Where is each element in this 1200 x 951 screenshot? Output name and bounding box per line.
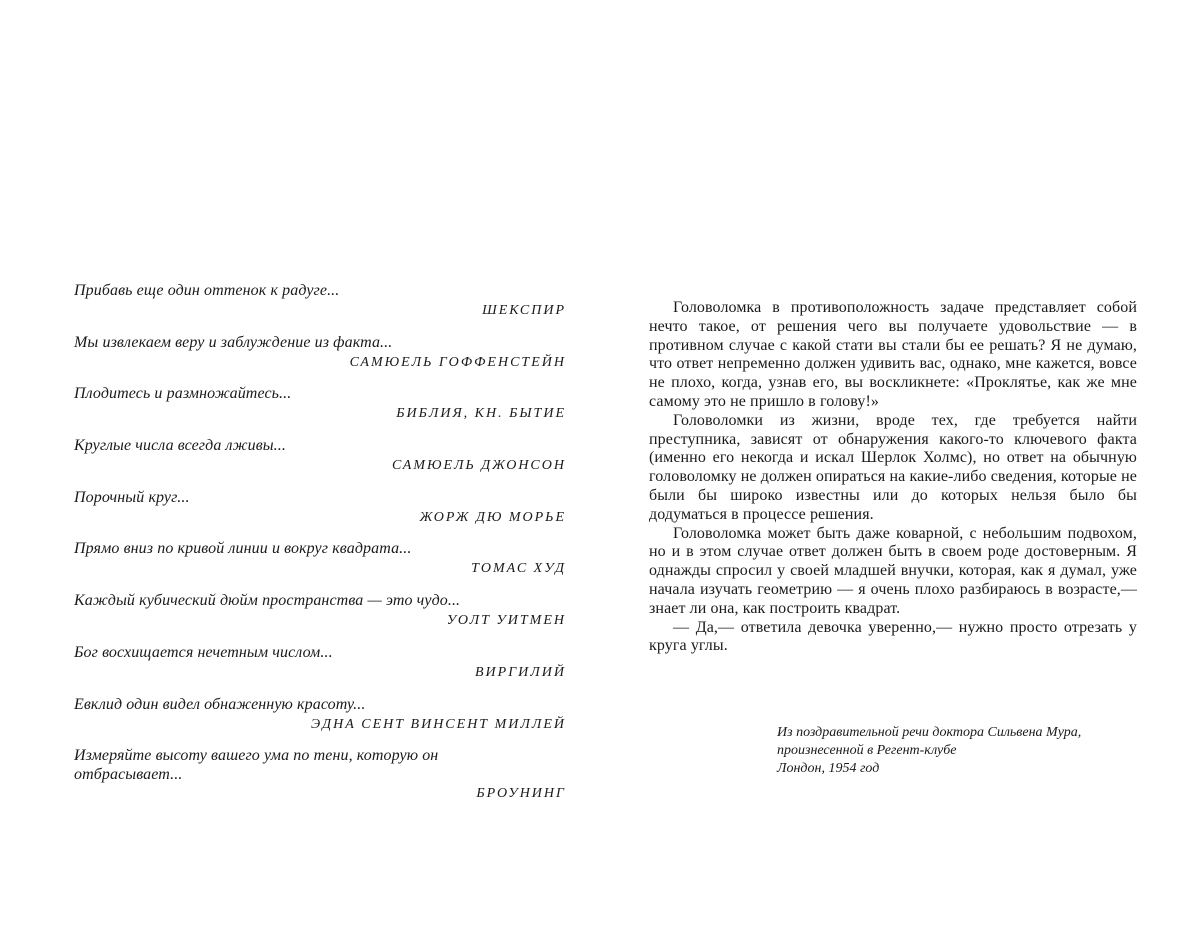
epigraph [74, 643, 566, 695]
right-page [600, 0, 1200, 951]
epigraph-author: САМЮЕЛЬ ДЖОНСОН [391, 458, 566, 474]
epigraph-quote: Прибавь еще один оттенок к радуге... [74, 282, 340, 299]
epigraph-author: ЭДНА СЕНТ ВИНСЕНТ МИЛЛЕЙ [311, 716, 566, 732]
epigraph-author: САМЮЕЛЬ ГОФФЕНСТЕЙН [349, 354, 566, 370]
epigraph [74, 384, 566, 436]
paragraph: Головоломка в противоположность задаче представляет собой нечто такое, от решения чего вы получаете удовольствие — в противном случае с какой стати вы стали бы ее решать? Я не думаю, что ответ непременно должен удивить вас, однако, мне кажется, вовсе не плохо, когда, узнав его, вы воскликнете: «Проклятье, как же мне самому это не пришло в голову!» [649, 299, 1137, 410]
attribution-line: Лондон, 1954 год [777, 761, 880, 776]
epigraph-quote: Мы извлекаем веру и заблуждение из факта... [74, 333, 393, 351]
epigraph [74, 539, 566, 591]
epigraph [74, 333, 566, 385]
attribution-line: Из поздравительной речи доктора Сильвена Мура, [777, 725, 1082, 740]
epigraph-author: ВИРГИЛИЙ [475, 664, 566, 680]
epigraph [74, 281, 566, 333]
attribution [777, 724, 1157, 778]
epigraph [74, 695, 566, 747]
epigraph-list [74, 281, 566, 804]
epigraph-quote: Евклид один видел обнаженную красоту... [74, 695, 366, 713]
epigraph-quote: Прямо вниз по кривой линии и вокруг квадрата... [74, 540, 412, 558]
epigraph-author: БИБЛИЯ, КН. БЫТИЕ [396, 406, 566, 422]
epigraph-quote: Каждый кубический дюйм пространства — это чудо... [74, 592, 461, 610]
epigraph [74, 436, 566, 488]
epigraph-author: БРОУНИНГ [476, 786, 566, 802]
attribution-line: произнесенной в Регент-клубе [777, 743, 957, 758]
epigraph [74, 488, 566, 540]
paragraph: — Да,— ответила девочка уверенно,— нужно просто отрезать у круга углы. [649, 618, 1137, 655]
paragraph: Головоломка может быть даже коварной, с небольшим подвохом, но и в этом случае ответ должен быть в своем роде достоверным. Я однажды спросил у своей младшей внучки, которая, как я думал, уже начала изучать геометрию — я очень плохо разбираюсь в возрасте,— знает ли она, как построить квадрат. [649, 524, 1137, 617]
epigraph [74, 591, 566, 643]
paragraph: Головоломки из жизни, вроде тех, где требуется найти преступника, зависят от обнаружения какого-то ключевого факта (именно его некогда и искал Шерлок Холмс), но ответ на обычную головоломку не должен опираться на какие-либо сведения, которые не были бы широко известны или до которых нельзя было бы додуматься в процессе решения. [649, 411, 1137, 523]
epigraph-quote: Измеряйте высоту вашего ума по тени, которую он отбрасывает... [74, 747, 439, 784]
epigraph-author: УОЛТ УИТМЕН [446, 613, 566, 629]
epigraph-quote: Порочный круг... [74, 488, 190, 506]
epigraph-author: ЖОРЖ ДЮ МОРЬЕ [419, 509, 566, 525]
epigraph [74, 746, 566, 804]
epigraph-quote: Круглые числа всегда лживы... [74, 437, 286, 455]
body-text [649, 299, 1137, 656]
epigraph-author: ШЕКСПИР [482, 303, 566, 318]
epigraph-quote: Бог восхищается нечетным числом... [74, 643, 333, 661]
epigraph-author: ТОМАС ХУД [471, 561, 566, 577]
epigraph-quote: Плодитесь и размножайтесь... [74, 385, 292, 403]
